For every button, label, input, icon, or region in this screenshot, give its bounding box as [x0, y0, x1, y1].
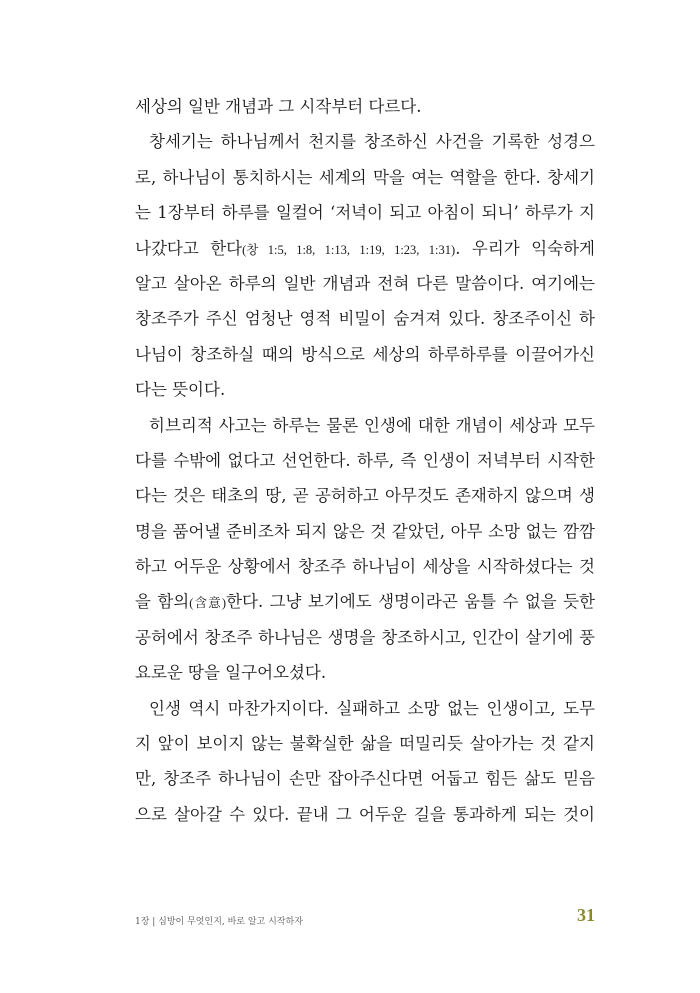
text-line: 다를 수밖에 없다고 선언한다. 하루, 즉 인생이 저녁부터 시작한: [135, 450, 595, 470]
text-line: 으로 살아갈 수 있다. 끝내 그 어두운 길을 통과하게 되는 것이: [135, 804, 595, 824]
text-line: [135, 584, 595, 619]
running-head: 1장 | 심방이 무엇인지, 바로 알고 시작하자: [135, 917, 303, 927]
text-line: 요로운 땅을 일구어오셨다.: [135, 663, 327, 683]
text-line: 인생 역시 마찬가지이다. 실패하고 소망 없는 인생이고, 도무: [149, 698, 595, 718]
text-line: 다는 것은 태초의 땅, 곧 공허하고 아무것도 존재하지 않으며 생: [135, 486, 595, 506]
text-line: 세상의 일반 개념과 그 시작부터 다르다.: [135, 97, 422, 116]
scripture-reference: (창 1:5, 1:8, 1:13, 1:19, 1:23, 1:31): [242, 242, 456, 257]
text-line: 다는 뜻이다.: [135, 380, 226, 400]
text-segment: 을 함의: [135, 592, 190, 612]
text-segment: . 우리가 익숙하게: [455, 238, 595, 258]
text-line: [135, 231, 595, 266]
text-segment: 한다. 그냥 보기에도 생명이라곤 움틀 수 없을 듯한: [226, 592, 596, 612]
text-line: 알고 살아온 하루의 일반 개념과 전혀 다른 말씀이다. 여기에는: [135, 273, 595, 293]
text-line: 창세기는 하나님께서 천지를 창조하신 사건을 기록한 성경으: [149, 132, 595, 152]
text-line: 로, 하나님이 통치하시는 세계의 막을 여는 역할을 한다. 창세기: [135, 167, 595, 187]
text-line: 는 1장부터 하루를 일컬어 ‘저녁이 되고 아침이 되니’ 하루가 지: [135, 203, 595, 223]
text-line: 지 앞이 보이지 않는 불확실한 삶을 떠밀리듯 살아가는 것 같지: [135, 734, 595, 754]
page-number: 31: [577, 905, 595, 925]
text-line: 명을 품어낼 준비조차 되지 않은 것 같았던, 아무 소망 없는 깜깜: [135, 521, 595, 541]
text-line: 공허에서 창조주 하나님은 생명을 창조하시고, 인간이 살기에 풍: [135, 627, 595, 647]
text-line: 나님이 창조하실 때의 방식으로 세상의 하루하루를 이끌어가신: [135, 344, 595, 364]
text-line: 만, 창조주 하나님이 손만 잡아주신다면 어둡고 힘든 삶도 믿음: [135, 769, 595, 789]
text-segment: 나갔다고 한다: [135, 238, 243, 258]
body-text: [135, 89, 595, 832]
text-line: 히브리적 사고는 하루는 물론 인생에 대한 개념이 세상과 모두: [149, 415, 595, 435]
hanja-annotation: (含意): [189, 596, 227, 611]
text-line: 하고 어두운 상황에서 창조주 하나님이 세상을 시작하셨다는 것: [135, 557, 595, 577]
text-line: 창조주가 주신 엄청난 영적 비밀이 숨겨져 있다. 창조주이신 하: [135, 309, 595, 329]
